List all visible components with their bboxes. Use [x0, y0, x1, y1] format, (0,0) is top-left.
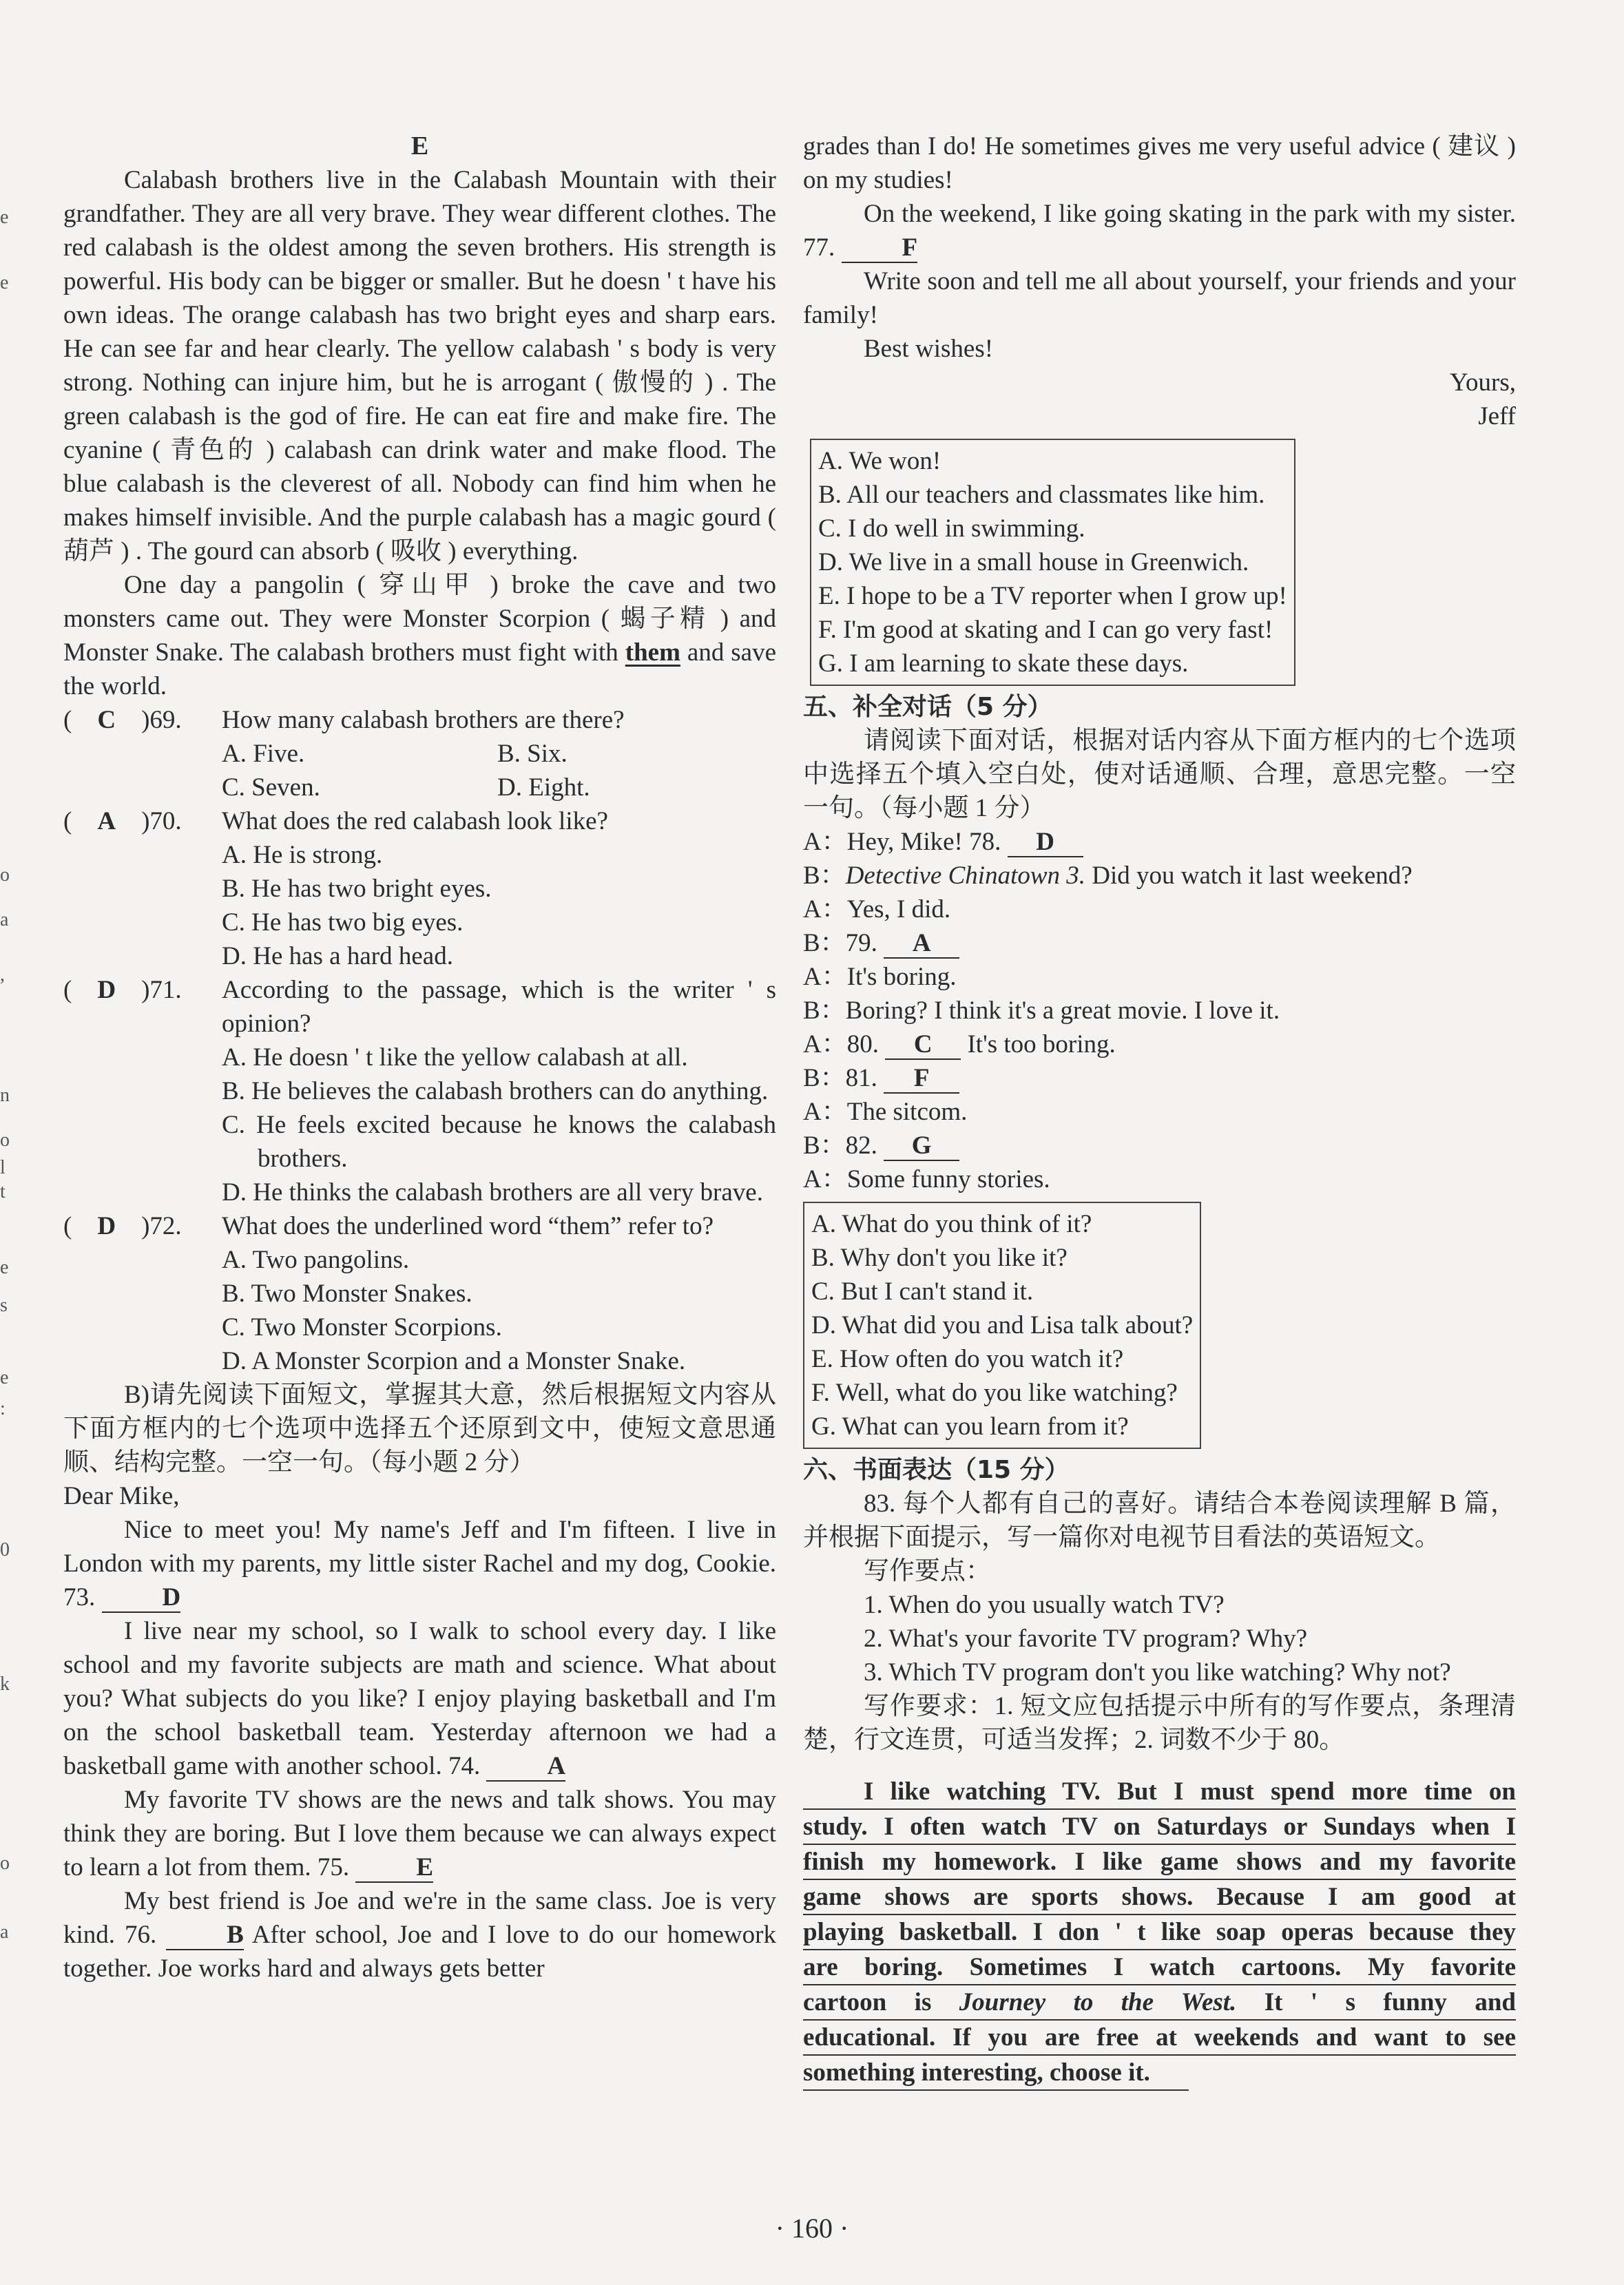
dialog-line: A：Yes, I did. [803, 895, 951, 924]
question-number: 71. [149, 976, 182, 1004]
section-5-instructions: 请阅读下面对话，根据对话内容从下面方框内的七个选项中选择五个填入空白处，使对话通顺、合理，意思完整。一空一句。（每小题 1 分） [803, 727, 1516, 822]
essay-line: something interesting, choose it. [803, 2056, 1189, 2091]
passage-paragraph-1: Calabash brothers live in the Calabash Mountain with their grandfather. They are all very brave. They wear different clothes. The red calabash is the oldest among the seven brothers. His strength is powerful. His body can be bigger or smaller. But he doesn ' t have his own ideas. The orange calabash has two bright eyes and sharp ears. He can see far and hear clearly. The yellow calabash ' s body is very strong. Nothing can injure him, but he is arrogant ( 傲慢的 ) . The green calabash is the god of fire. He can eat fire and make fire. The cyanine ( 青色的 ) calabash can drink water and make flood. The blue calabash is the cleverest of all. Nobody can find him when he makes himself invisible. And the purple calabash has a magic gourd ( 葫芦 ) . The gourd can absorb ( 吸收 ) everything. [63, 166, 776, 565]
writing-point: 1. When do you usually watch TV? [864, 1591, 1225, 1619]
letter-text: My favorite TV shows are the news and talk shows. You may think they are boring. But I love them because we can always expect to learn a lot from them. 75. [63, 1786, 776, 1881]
box-option: D. What did you and Lisa talk about? [811, 1311, 1194, 1339]
dialog-line [803, 1027, 1516, 1061]
margin-mark: e [0, 1257, 9, 1278]
box-option: B. Why don't you like it? [811, 1244, 1068, 1272]
dialog-text: B： [803, 862, 846, 890]
margin-mark: e [0, 1367, 9, 1388]
option: A. Two pangolins. [222, 1246, 410, 1274]
dialog-text: B：82. [803, 1131, 877, 1160]
margin-mark: : [0, 1398, 6, 1419]
box-option: C. I do well in swimming. [818, 514, 1085, 543]
box-option: A. We won! [818, 447, 941, 475]
passage-paragraph-2 [63, 568, 776, 703]
answer-blank-78: D [1008, 828, 1083, 857]
option: C. He feels excited because he knows the calabash brothers. [222, 1111, 776, 1173]
dialog-text: It's too boring. [967, 1030, 1116, 1058]
letter-text: My best friend is Joe and we're in the same class. Joe is very kind. 76. [63, 1887, 776, 1949]
dialog-line [803, 926, 1516, 960]
answer-blank-75: E [355, 1854, 433, 1883]
option: D. Eight. [497, 773, 590, 802]
margin-mark: o [0, 1853, 10, 1874]
box-option: E. I hope to be a TV reporter when I grow up! [818, 582, 1287, 610]
dialog-line [803, 1061, 1516, 1095]
dialog-line: A：The sitcom. [803, 1098, 968, 1126]
question-70 [63, 804, 776, 973]
question-number: 69. [149, 706, 182, 734]
passage-text: One day a pangolin ( 穿山甲 ) broke the cave and two monsters came out. They were Monster Scorpion ( 蝎子精 ) and Monster Snake. The calabash brothers must fight with [63, 571, 776, 667]
closing-yours: Yours, [1450, 368, 1516, 397]
left-margin-marks [0, 0, 21, 2285]
margin-mark: e [0, 272, 9, 293]
options-box-dialog [803, 1202, 1201, 1449]
essay-line: are boring. Sometimes I watch cartoons. My favorite [803, 1950, 1516, 1985]
question-stem: According to the passage, which is the writer ' s opinion? [222, 976, 776, 1038]
letter-text: On the weekend, I like going skating in the park with my sister. 77. [803, 200, 1516, 262]
answer-bracket: ( D )71. [63, 976, 182, 1004]
dialog-line: A：It's boring. [803, 963, 957, 991]
letter-paragraph-1 [63, 1513, 776, 1614]
answer-bracket: ( C )69. [63, 706, 182, 734]
question-stem: How many calabash brothers are there? [222, 706, 625, 734]
underlined-word-them: them [625, 638, 680, 667]
options-box-b [810, 439, 1295, 686]
essay-line: game shows are sports shows. Because I am good at [803, 1880, 1516, 1915]
option: B. Two Monster Snakes. [222, 1280, 472, 1308]
essay-line: educational. If you are free at weekends and want to see [803, 2021, 1516, 2056]
option: D. A Monster Scorpion and a Monster Snake. [222, 1347, 686, 1375]
essay-line: I like watching TV. But I must spend more time on [803, 1775, 1516, 1810]
answer-blank-77: F [842, 234, 918, 263]
section-b-instructions: B)请先阅读下面短文，掌握其大意，然后根据短文内容从下面方框内的七个选项中选择五个还原到文中，使短文意思通顺、结构完整。一空一句。（每小题 2 分） [63, 1381, 776, 1477]
box-option: G. I am learning to skate these days. [818, 649, 1189, 678]
margin-mark: t [0, 1181, 6, 1202]
letter-text: I live near my school, so I walk to school every day. I like school and my favorite subjects are math and science. What about you? What subjects do you like? I enjoy playing basketball and I'm on the school basketball team. Yesterday afternoon we had a basketball game with another school. 74. [63, 1617, 776, 1780]
left-column [63, 129, 776, 1985]
essay-line: finish my homework. I like game shows and my favorite [803, 1845, 1516, 1880]
letter-paragraph-6: Write soon and tell me all about yourself, your friends and your family! [803, 267, 1516, 329]
passage-text: and save the world. [63, 638, 777, 700]
sample-essay [803, 1775, 1516, 2091]
signature: Jeff [1478, 402, 1516, 430]
option: B. Six. [497, 740, 568, 768]
option: D. He thinks the calabash brothers are all very brave. [222, 1178, 763, 1207]
writing-requirements: 写作要求：1. 短文应包括提示中所有的写作要点，条理清楚，行文连贯，可适当发挥；2. 词数不少于 80。 [803, 1692, 1516, 1754]
question-69 [63, 703, 776, 804]
writing-point: 3. Which TV program don't you like watching? Why not? [864, 1658, 1451, 1687]
best-wishes: Best wishes! [864, 335, 994, 363]
margin-mark: n [0, 1085, 10, 1106]
option: A. Five. [222, 740, 305, 768]
margin-mark: , [0, 964, 5, 985]
dialog-line [803, 859, 1516, 893]
option: B. He has two bright eyes. [222, 875, 492, 903]
margin-mark: l [0, 1157, 6, 1178]
box-option: D. We live in a small house in Greenwich. [818, 548, 1249, 576]
option: C. Two Monster Scorpions. [222, 1313, 502, 1342]
essay-line: study. I often watch TV on Saturdays or Sundays when I [803, 1810, 1516, 1845]
option: A. He doesn ' t like the yellow calabash at all. [222, 1043, 688, 1072]
margin-mark: a [0, 909, 9, 930]
movie-title: Detective Chinatown 3. [845, 862, 1086, 890]
answer-blank-81: F [884, 1065, 959, 1094]
writing-point: 2. What's your favorite TV program? Why? [864, 1625, 1308, 1653]
dialog-line [803, 1129, 1516, 1162]
essay-text: cartoon is [803, 1988, 932, 2016]
letter-paragraph-3 [63, 1783, 776, 1884]
answer-letter: D [97, 976, 116, 1004]
question-stem: What does the red calabash look like? [222, 807, 608, 835]
dialog-text: A：80. [803, 1030, 879, 1058]
margin-mark: k [0, 1673, 10, 1695]
answer-letter: D [97, 1212, 116, 1240]
margin-mark: 0 [0, 1539, 10, 1561]
dialog-line: A：Some funny stories. [803, 1165, 1050, 1193]
writing-points-title: 写作要点： [864, 1557, 991, 1585]
section-6-title: 六、书面表达（15 分） [803, 1456, 1070, 1484]
option: B. He believes the calabash brothers can do anything. [222, 1077, 769, 1105]
letter-greeting: Dear Mike, [63, 1482, 180, 1510]
box-option: B. All our teachers and classmates like him. [818, 481, 1265, 509]
margin-mark: o [0, 1129, 10, 1151]
answer-blank-76: B [166, 1921, 244, 1950]
letter-text: After school, Joe and I love to do our homework together. Joe works hard and always gets better [63, 1921, 777, 1983]
answer-bracket: ( D )72. [63, 1212, 182, 1240]
question-stem: What does the underlined word “them” refer to? [222, 1212, 714, 1240]
dialog-text: Did you watch it last weekend? [1085, 862, 1413, 890]
answer-blank-79: A [884, 930, 959, 959]
section-6-instructions: 83. 每个人都有自己的喜好。请结合本卷阅读理解 B 篇，并根据下面提示，写一篇你对电视节目看法的英语短文。 [803, 1490, 1516, 1552]
margin-mark: s [0, 1295, 8, 1316]
dialog-text: B：81. [803, 1064, 877, 1092]
dialog-text: A：Hey, Mike! 78. [803, 828, 1001, 856]
letter-paragraph-2 [63, 1614, 776, 1783]
question-71 [63, 973, 776, 1209]
box-option: A. What do you think of it? [811, 1210, 1092, 1238]
option: C. Seven. [222, 773, 320, 802]
box-option: E. How often do you watch it? [811, 1345, 1124, 1373]
question-number: 72. [149, 1212, 182, 1240]
answer-letter: C [97, 706, 116, 734]
letter-paragraph-4 [63, 1884, 776, 1985]
box-option: F. I'm good at skating and I can go very fast! [818, 616, 1273, 644]
dialog-text: B：79. [803, 929, 877, 957]
section-5-title: 五、补全对话（5 分） [803, 693, 1052, 721]
letter-text: Nice to meet you! My name's Jeff and I'm fifteen. I live in London with my parents, my little sister Rachel and my dog, Cookie. 73. [63, 1516, 776, 1611]
essay-line [803, 1985, 1516, 2021]
margin-mark: e [0, 207, 9, 228]
answer-blank-73: D [102, 1584, 181, 1613]
page-number: · 160 · [775, 2213, 849, 2244]
margin-mark: o [0, 864, 10, 886]
option: C. He has two big eyes. [222, 908, 464, 937]
option: A. He is strong. [222, 841, 383, 869]
essay-text: It ' s funny and [1264, 1988, 1517, 2016]
section-title-e: E [410, 132, 429, 160]
question-72 [63, 1209, 776, 1378]
right-column [803, 129, 1516, 2091]
option: D. He has a hard head. [222, 942, 453, 970]
letter-continuation: grades than I do! He sometimes gives me very useful advice ( 建议 ) on my studies! [803, 132, 1516, 194]
answer-bracket: ( A )70. [63, 807, 182, 835]
margin-mark: a [0, 1921, 9, 1943]
letter-paragraph-5 [803, 197, 1516, 264]
essay-line: playing basketball. I don ' t like soap operas because they [803, 1915, 1516, 1950]
essay-cartoon-title: Journey to the West. [959, 1988, 1237, 2016]
dialog-line: B：Boring? I think it's a great movie. I love it. [803, 997, 1280, 1025]
dialog-line [803, 825, 1516, 859]
answer-letter: A [97, 807, 116, 835]
box-option: G. What can you learn from it? [811, 1412, 1129, 1441]
question-number: 70. [149, 807, 182, 835]
answer-blank-74: A [486, 1753, 565, 1782]
box-option: F. Well, what do you like watching? [811, 1379, 1178, 1407]
answer-blank-82: G [884, 1132, 959, 1161]
dialog [803, 825, 1516, 1196]
answer-blank-80: C [885, 1031, 961, 1060]
box-option: C. But I can't stand it. [811, 1277, 1034, 1306]
